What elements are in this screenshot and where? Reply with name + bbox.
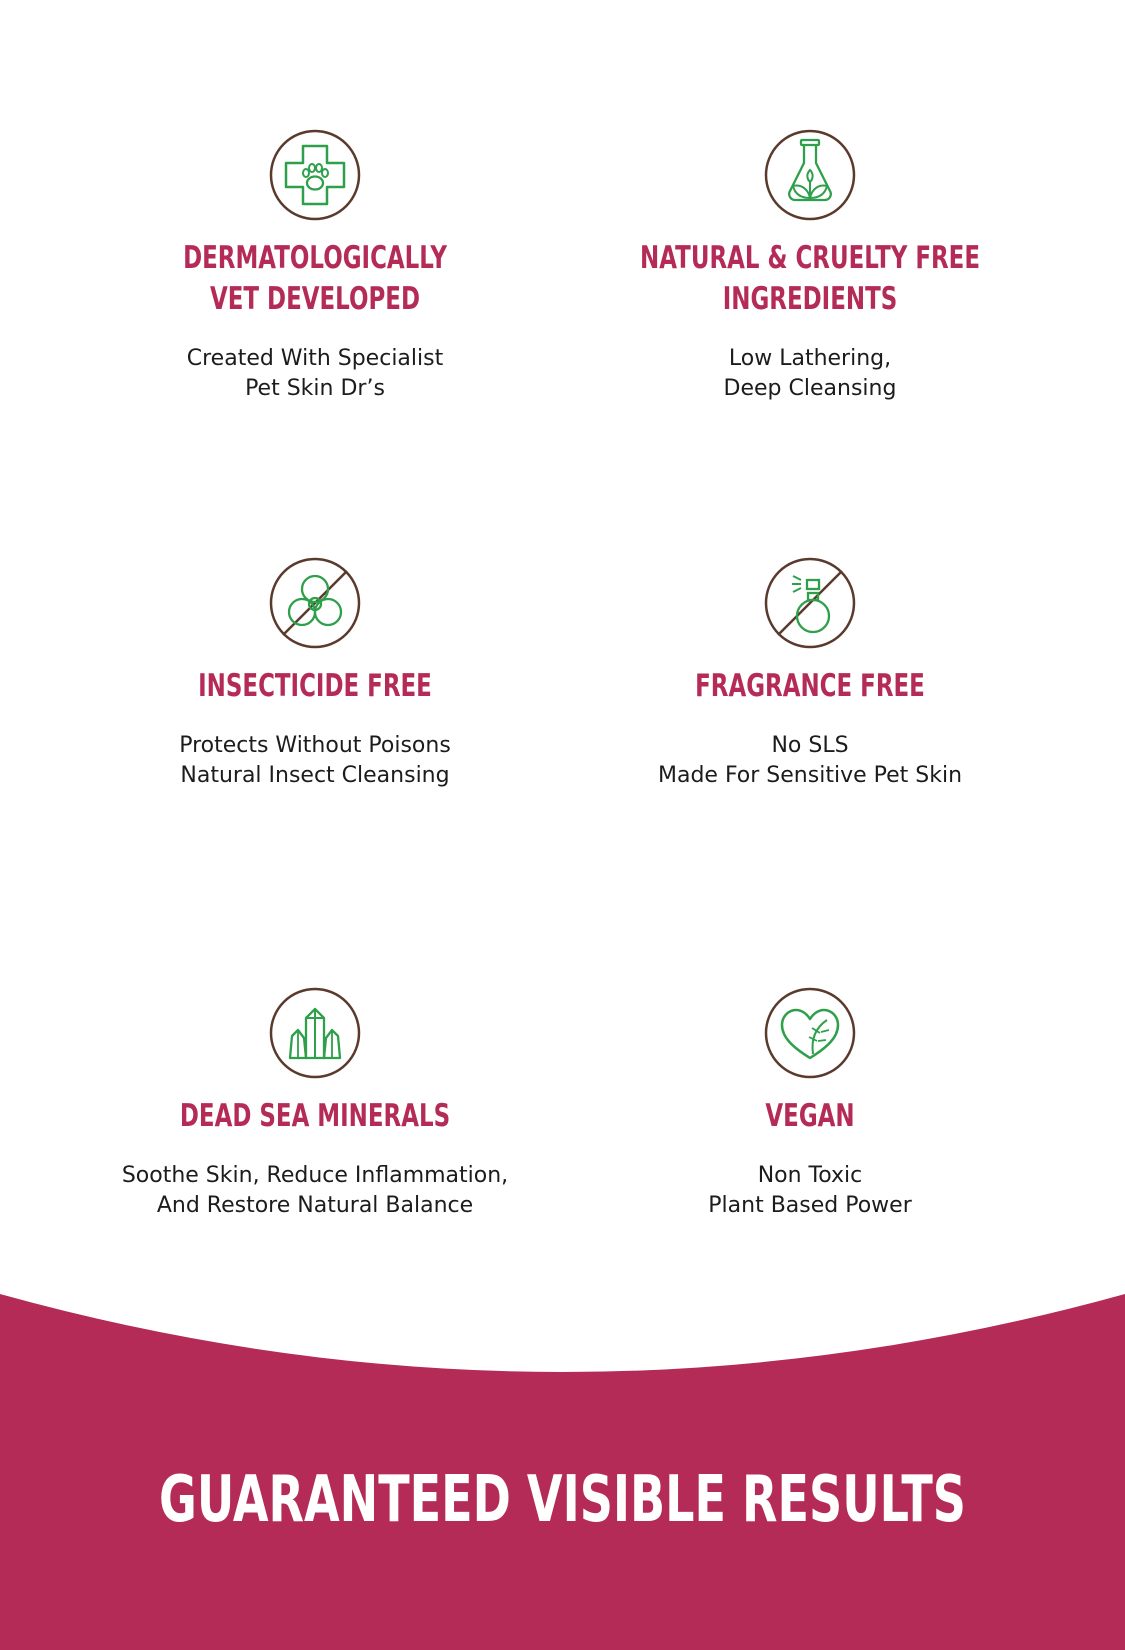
feature-title [550,666,1070,707]
feature-description [55,731,575,791]
feature-title [55,238,575,320]
feature-title [55,666,575,707]
feature-description [55,344,575,404]
feature-description [550,731,1070,791]
feature-description-line: And Restore Natural Balance [156,1193,474,1218]
feature-description-line: Pet Skin Dr’s [245,376,385,401]
feature-fragrance-free [550,556,1070,791]
feature-title-line: DEAD SEA MINERALS [179,1098,451,1134]
feature-title-line: FRAGRANCE FREE [695,668,925,704]
feature-dead-sea-minerals [55,986,575,1221]
feature-description-line: Created With Specialist [186,346,444,371]
feature-title-line: INGREDIENTS [722,281,898,317]
feature-description-line: Soothe Skin, Reduce Inflammation, [121,1163,509,1188]
feature-description-line: Plant Based Power [708,1193,912,1218]
feature-title [550,1096,1070,1137]
feature-description-line: No SLS [771,733,849,758]
feature-title [55,1096,575,1137]
feature-description-line: Non Toxic [757,1163,863,1188]
feature-natural-cruelty-free [550,128,1070,404]
guaranteed-results-heading: GUARANTEED VISIBLE RESULTS [159,1463,966,1537]
flask-leaves-icon [763,128,857,222]
no-perfume-spray-icon [763,556,857,650]
feature-title-line: VET DEVELOPED [209,281,421,317]
feature-title-line: VEGAN [765,1098,855,1134]
feature-description [550,344,1070,404]
feature-description-line: Natural Insect Cleansing [180,763,450,788]
feature-description-line: Deep Cleansing [723,376,897,401]
feature-description-line: Low Lathering, [728,346,892,371]
feature-description-line: Protects Without Poisons [179,733,451,758]
feature-description [55,1161,575,1221]
no-biohazard-icon [268,556,362,650]
feature-description [550,1161,1070,1221]
feature-title [550,238,1070,320]
feature-insecticide-free [55,556,575,791]
crystal-minerals-icon [268,986,362,1080]
feature-title-line: NATURAL & CRUELTY FREE [639,240,981,276]
feature-description-line: Made For Sensitive Pet Skin [657,763,963,788]
paw-medical-cross-icon [268,128,362,222]
feature-title-line: INSECTICIDE FREE [198,668,432,704]
feature-title-line: DERMATOLOGICALLY [183,240,447,276]
feature-vegan [550,986,1070,1221]
leaf-heart-icon [763,986,857,1080]
feature-dermatologically-vet-developed [55,128,575,404]
